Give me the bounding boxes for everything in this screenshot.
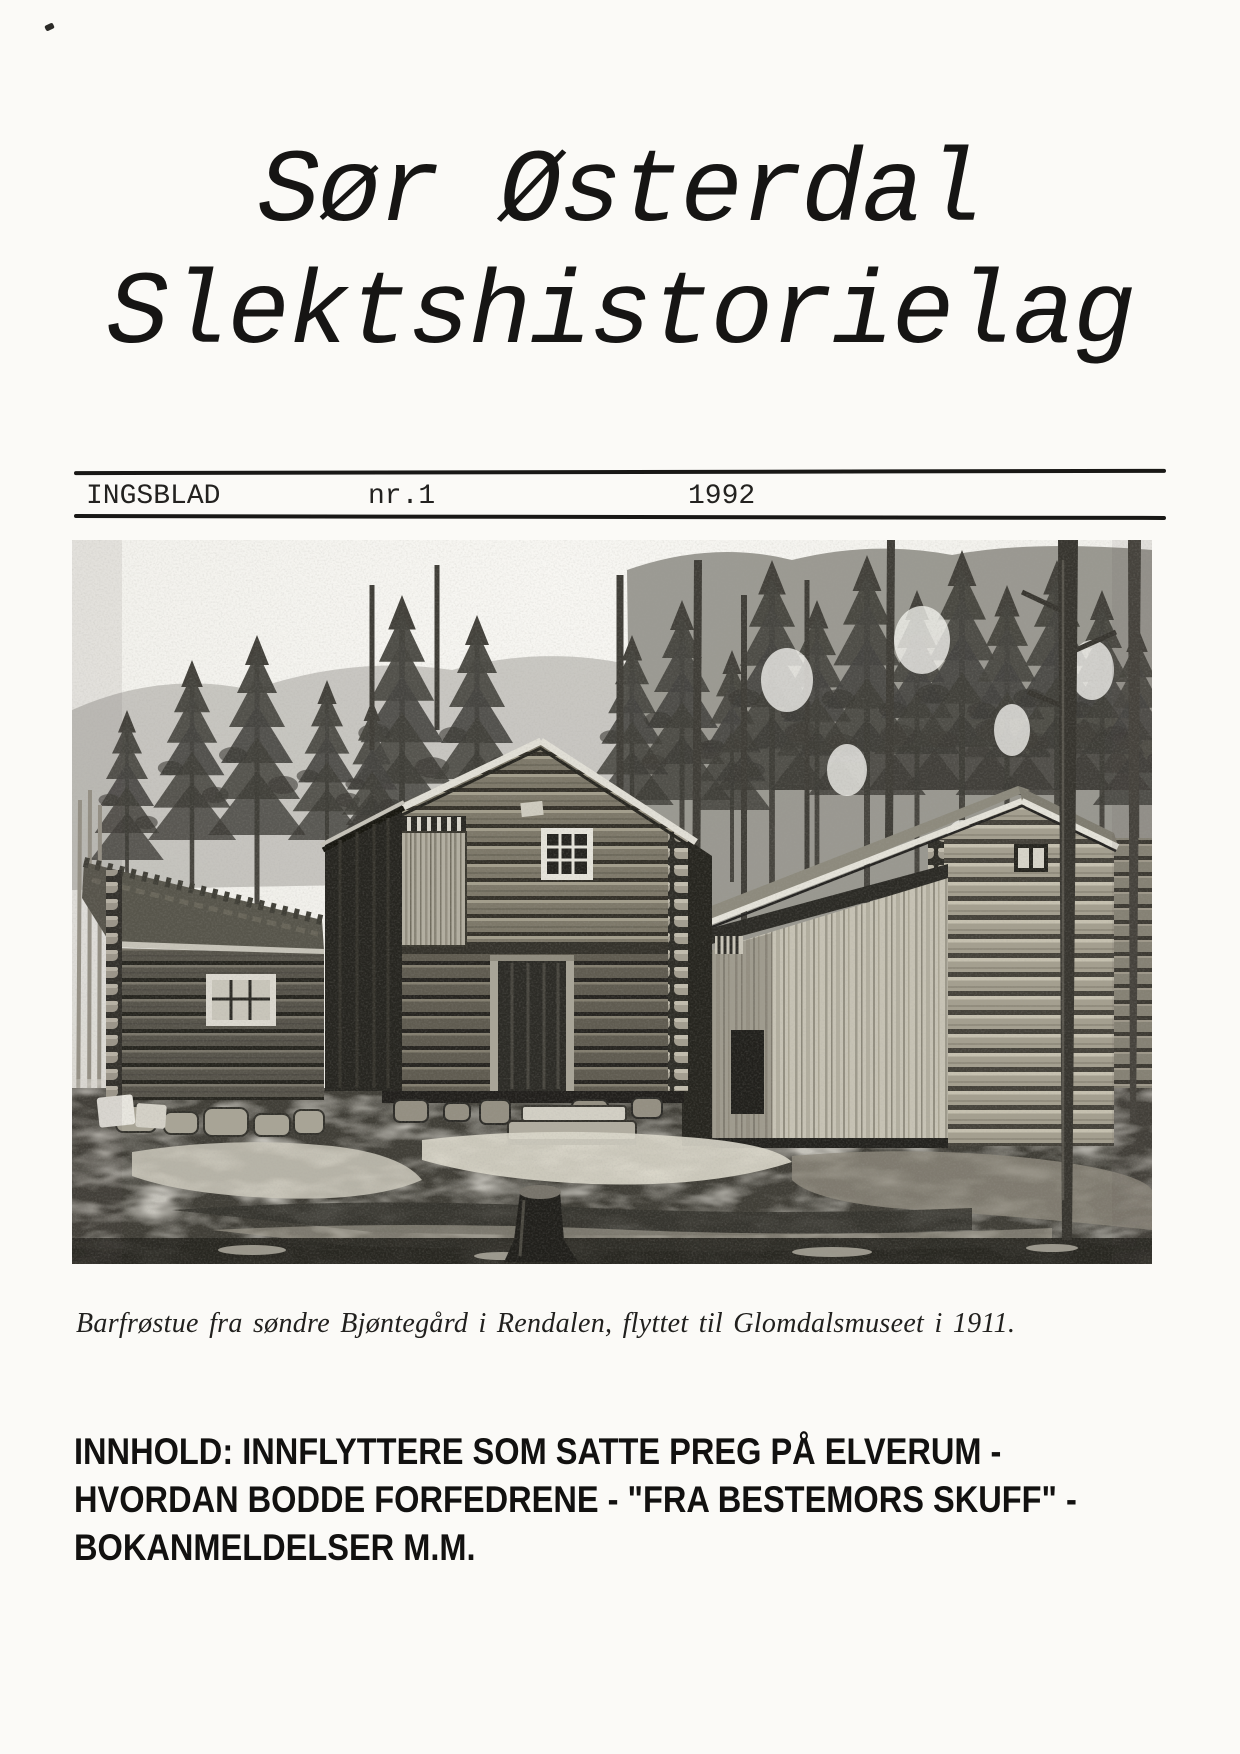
contents-line-1: INNHOLD: INNFLYTTERE SOM SATTE PREG PÅ ELVERUM - (74, 1431, 1002, 1472)
masthead-publication: INGSBLAD (86, 481, 221, 512)
photo-grain (72, 540, 1152, 1264)
photo-caption: Barfrøstue fra søndre Bjøntegård i Rendalen, flyttet til Glomdalsmuseet i 1911. (76, 1308, 1016, 1339)
contents-line-3: BOKANMELDELSER M.M. (74, 1527, 476, 1568)
cover-photo-illustration (72, 540, 1152, 1264)
page-title (0, 132, 1240, 376)
contents-line-2: HVORDAN BODDE FORFEDRENE - "FRA BESTEMORS SKUFF" - (74, 1479, 1077, 1520)
scan-artifact (44, 22, 55, 31)
masthead-year: 1992 (688, 481, 756, 512)
title-line-2: Slektshistorielag (106, 256, 1134, 374)
masthead-rule-bottom (74, 514, 1166, 520)
cover-photo (72, 540, 1152, 1264)
masthead-issue-number: nr.1 (368, 481, 436, 512)
masthead (0, 481, 1240, 515)
title-line-1: Sør Østerdal (257, 134, 983, 252)
masthead-rule-top (74, 469, 1166, 475)
contents-summary (74, 1428, 1095, 1572)
